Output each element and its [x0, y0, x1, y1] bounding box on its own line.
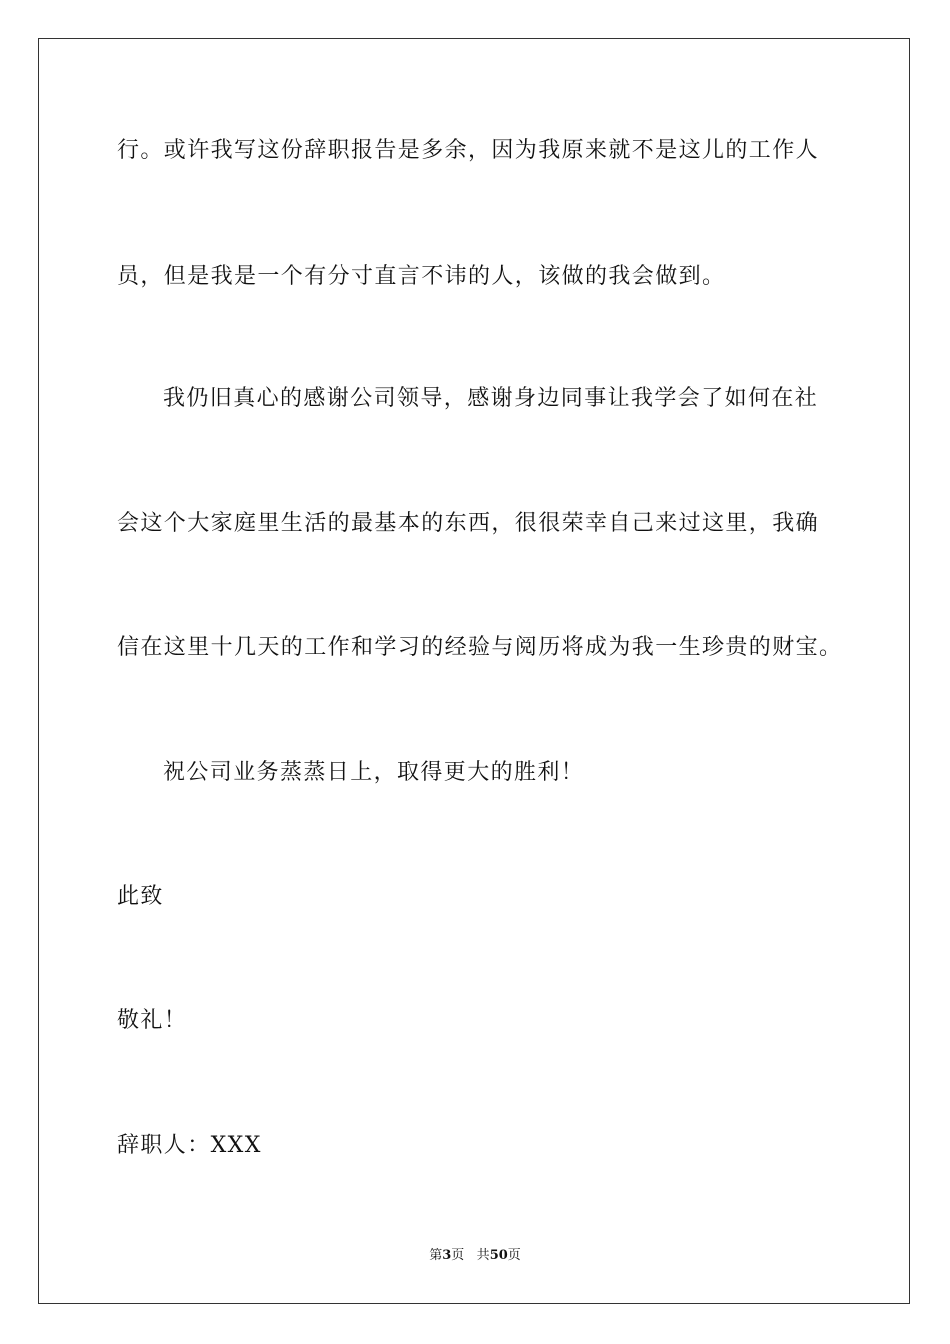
footer-page-number: 3 [442, 1248, 452, 1263]
salutation-2: 敬礼！ [117, 1008, 188, 1033]
footer-page-prefix: 第 [429, 1248, 443, 1263]
body-line-1: 行。或许我写这份辞职报告是多余，因为我原来就不是这儿的工作人 [117, 138, 820, 163]
body-line-2: 员，但是我是一个有分寸直言不讳的人，该做的我会做到。 [117, 264, 726, 289]
page-border [38, 38, 910, 1304]
body-line-4: 会这个大家庭里生活的最基本的东西，很很荣幸自己来过这里，我确 [117, 511, 820, 536]
footer-total-suffix: 页 [507, 1248, 521, 1263]
salutation-1: 此致 [117, 884, 164, 909]
signature-line: 辞职人：XXX [117, 1133, 262, 1158]
footer-total-prefix: 共 [476, 1248, 490, 1263]
closing-wish: 祝公司业务蒸蒸日上，取得更大的胜利！ [163, 760, 585, 785]
body-line-5: 信在这里十几天的工作和学习的经验与阅历将成为我一生珍贵的财宝。 [117, 635, 843, 660]
footer-total-pages: 50 [489, 1248, 508, 1263]
body-line-3: 我仍旧真心的感谢公司领导，感谢身边同事让我学会了如何在社 [163, 386, 819, 411]
footer-page-suffix: 页 [451, 1248, 465, 1263]
page-footer [0, 1247, 950, 1265]
